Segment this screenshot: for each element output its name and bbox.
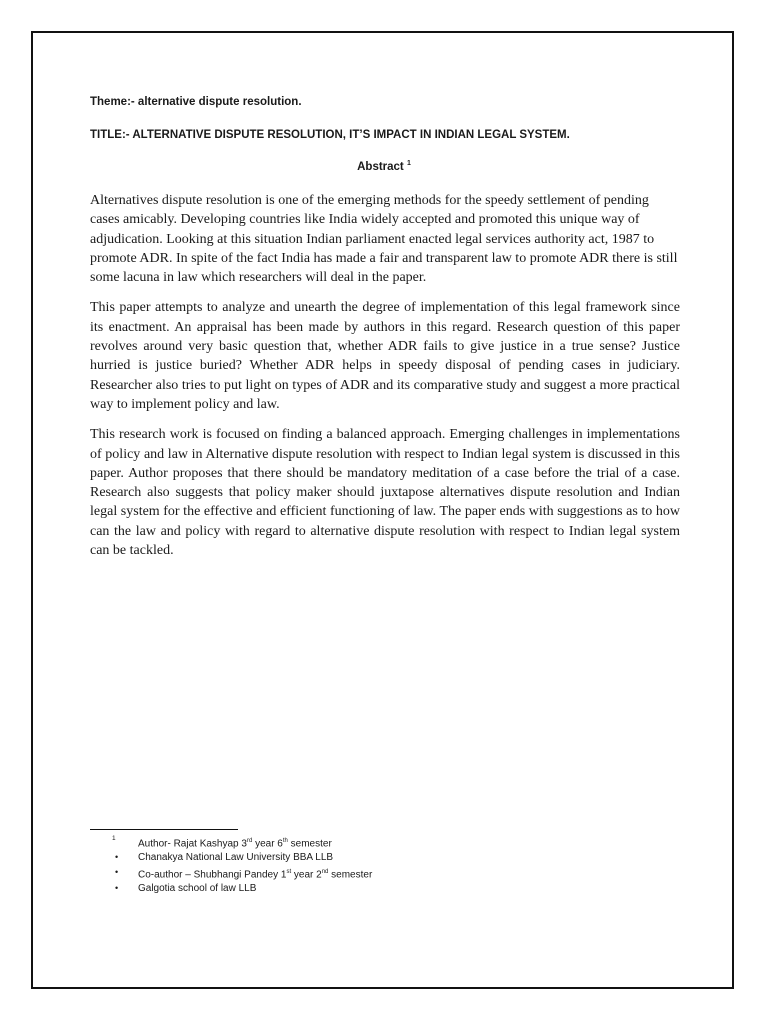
abstract-paragraph-1: Alternatives dispute resolution is one of the emerging methods for the speedy settlement of pending cases amicably. Developing countries like India widely accepted and promoted this unique way of adjudication. Looking at this situation Indian parliament enacted legal services authority act, 1987 to promote ADR. In spite of the fact India has made a fair and transparent law to promote ADR there is still some lacuna in law which researchers will deal in the paper. <box>90 193 678 286</box>
footnote-author <box>90 834 690 850</box>
footnote-coauthor-institution: • Galgotia school of law LLB <box>90 881 690 897</box>
bullet-icon: • <box>115 867 119 877</box>
abstract-paragraph-3: This research work is focused on finding a balanced approach. Emerging challenges in implementations of policy and law in Alternative dispute resolution with respect to Indian legal system is discussed in this paper. Author proposes that there should be mandatory meditation of a case before the trial of a case. Research also suggests that policy maker should juxtapose alternatives dispute resolution and Indian legal system for the effective and efficient functioning of law. The paper ends with suggestions as to how can the law and policy with regard to alternative dispute resolution with respect to Indian legal system can be tackled. <box>90 427 680 559</box>
footnote-coauthor <box>90 865 690 881</box>
paper-title: TITLE:- ALTERNATIVE DISPUTE RESOLUTION, IT’S IMPACT IN INDIAN LEGAL SYSTEM. <box>90 129 570 141</box>
footnote-coauthor-text: Co-author – Shubhangi Pandey 1st year 2nd semester <box>138 869 373 881</box>
abstract-heading-text: Abstract <box>357 160 404 173</box>
bullet-icon: • <box>115 882 119 893</box>
abstract-body <box>90 191 680 571</box>
footnote-mark: 1 <box>112 835 116 842</box>
abstract-footnote-ref: 1 <box>406 160 411 167</box>
footnote-author-text: Author- Rajat Kashyap 3rd year 6th semester <box>138 838 332 850</box>
bullet-icon: • <box>115 851 119 862</box>
theme-line: Theme:- alternative dispute resolution. <box>90 96 302 108</box>
footnote-separator <box>90 829 238 830</box>
abstract-paragraph-2: This paper attempts to analyze and unearth the degree of implementation of this legal framework since its enactment. An appraisal has been made by authors in this regard. Research question of this paper revolves around very basic question that, whether ADR fails to give justice in a true sense? Justice hurried is justice buried? Whether ADR helps in speedy disposal of pending cases in judiciary. Researcher also tries to put light on types of ADR and its comparative study and suggest a more practical way to implement policy and law. <box>90 300 680 412</box>
footnote-author-institution: • Chanakya National Law University BBA LLB <box>90 850 690 866</box>
footnotes <box>90 834 690 896</box>
abstract-heading <box>0 160 768 173</box>
